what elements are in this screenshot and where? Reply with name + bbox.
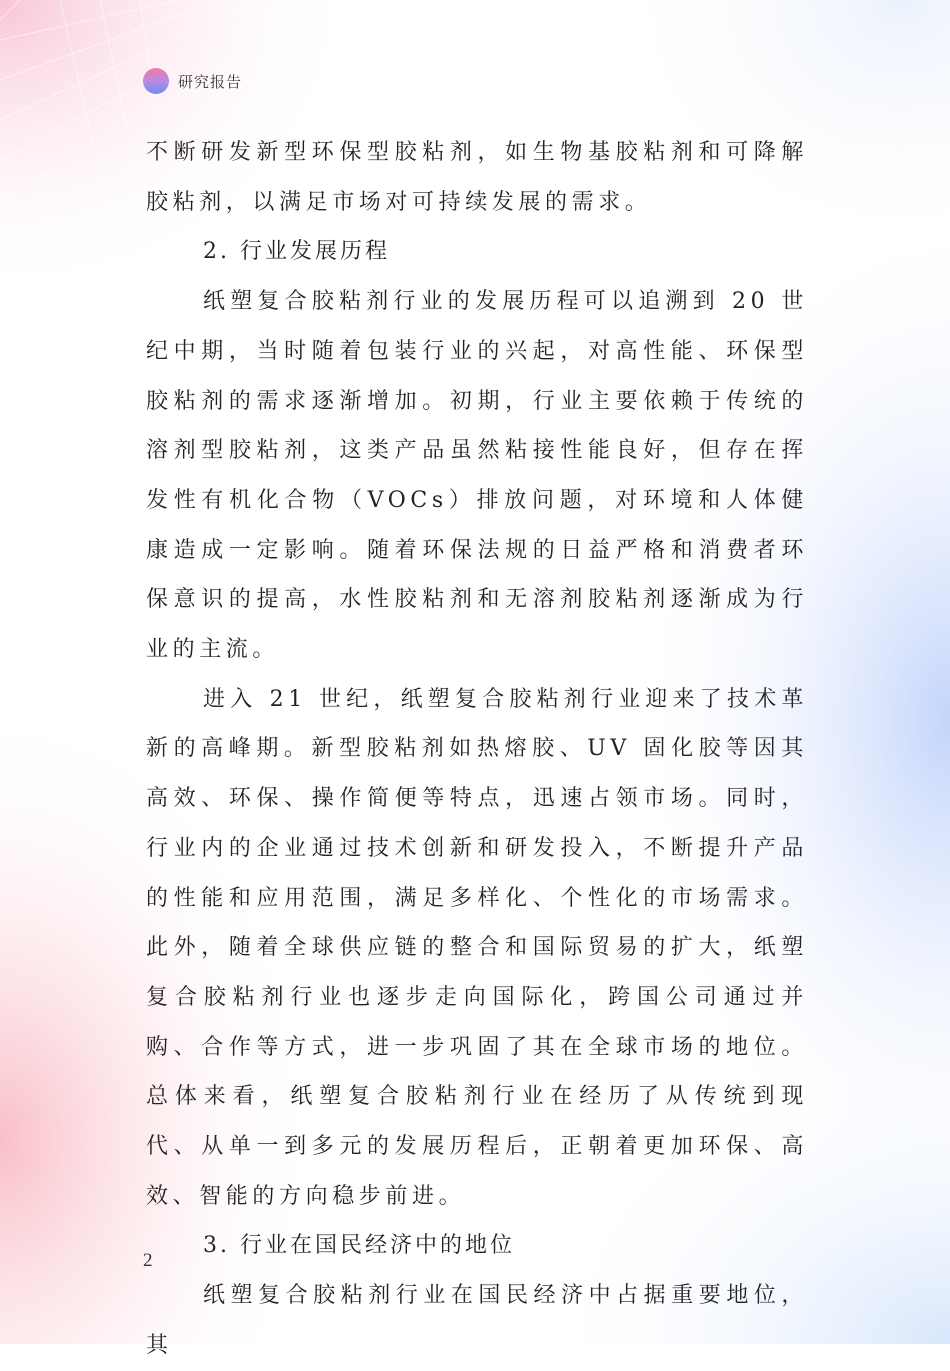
header-label: 研究报告 bbox=[178, 73, 243, 91]
document-body bbox=[146, 128, 808, 1371]
report-header bbox=[143, 66, 242, 96]
paragraph-continuation: 不断研发新型环保型胶粘剂，如生物基胶粘剂和可降解胶粘剂，以满足市场对可持续发展的需求。 bbox=[146, 140, 808, 215]
section-heading-development: 2. 行业发展历程 bbox=[203, 239, 390, 265]
paragraph-development-history: 纸塑复合胶粘剂行业的发展历程可以追溯到 20 世纪中期，当时随着包装行业的兴起，对高性能、环保型胶粘剂的需求逐渐增加。初期，行业主要依赖于传统的溶剂型胶粘剂，这类产品虽然粘接性能良好，但存在挥发性有机化合物（VOCs）排放问题，对环境和人体健康造成一定影响。随着环保法规的日益严格和消费者环保意识的提高，水性胶粘剂和无溶剂胶粘剂逐渐成为行业的主流。 bbox=[146, 289, 808, 663]
section-heading-economy: 3. 行业在国民经济中的地位 bbox=[203, 1233, 515, 1259]
page-number: 2 bbox=[143, 1250, 153, 1271]
paragraph-economy-position: 纸塑复合胶粘剂行业在国民经济中占据重要地位，其 bbox=[146, 1283, 808, 1358]
logo-dot-icon bbox=[143, 68, 169, 94]
paragraph-21st-century: 进入 21 世纪，纸塑复合胶粘剂行业迎来了技术革新的高峰期。新型胶粘剂如热熔胶、UV 固化胶等因其高效、环保、操作简便等特点，迅速占领市场。同时，行业内的企业通过技术创新和研发投入，不断提升产品的性能和应用范围，满足多样化、个性化的市场需求。此外，随着全球供应链的整合和国际贸易的扩大，纸塑复合胶粘剂行业也逐步走向国际化，跨国公司通过并购、合作等方式，进一步巩固了其在全球市场的地位。总体来看，纸塑复合胶粘剂行业在经历了从传统到现代、从单一到多元的发展历程后，正朝着更加环保、高效、智能的方向稳步前进。 bbox=[146, 686, 808, 1209]
